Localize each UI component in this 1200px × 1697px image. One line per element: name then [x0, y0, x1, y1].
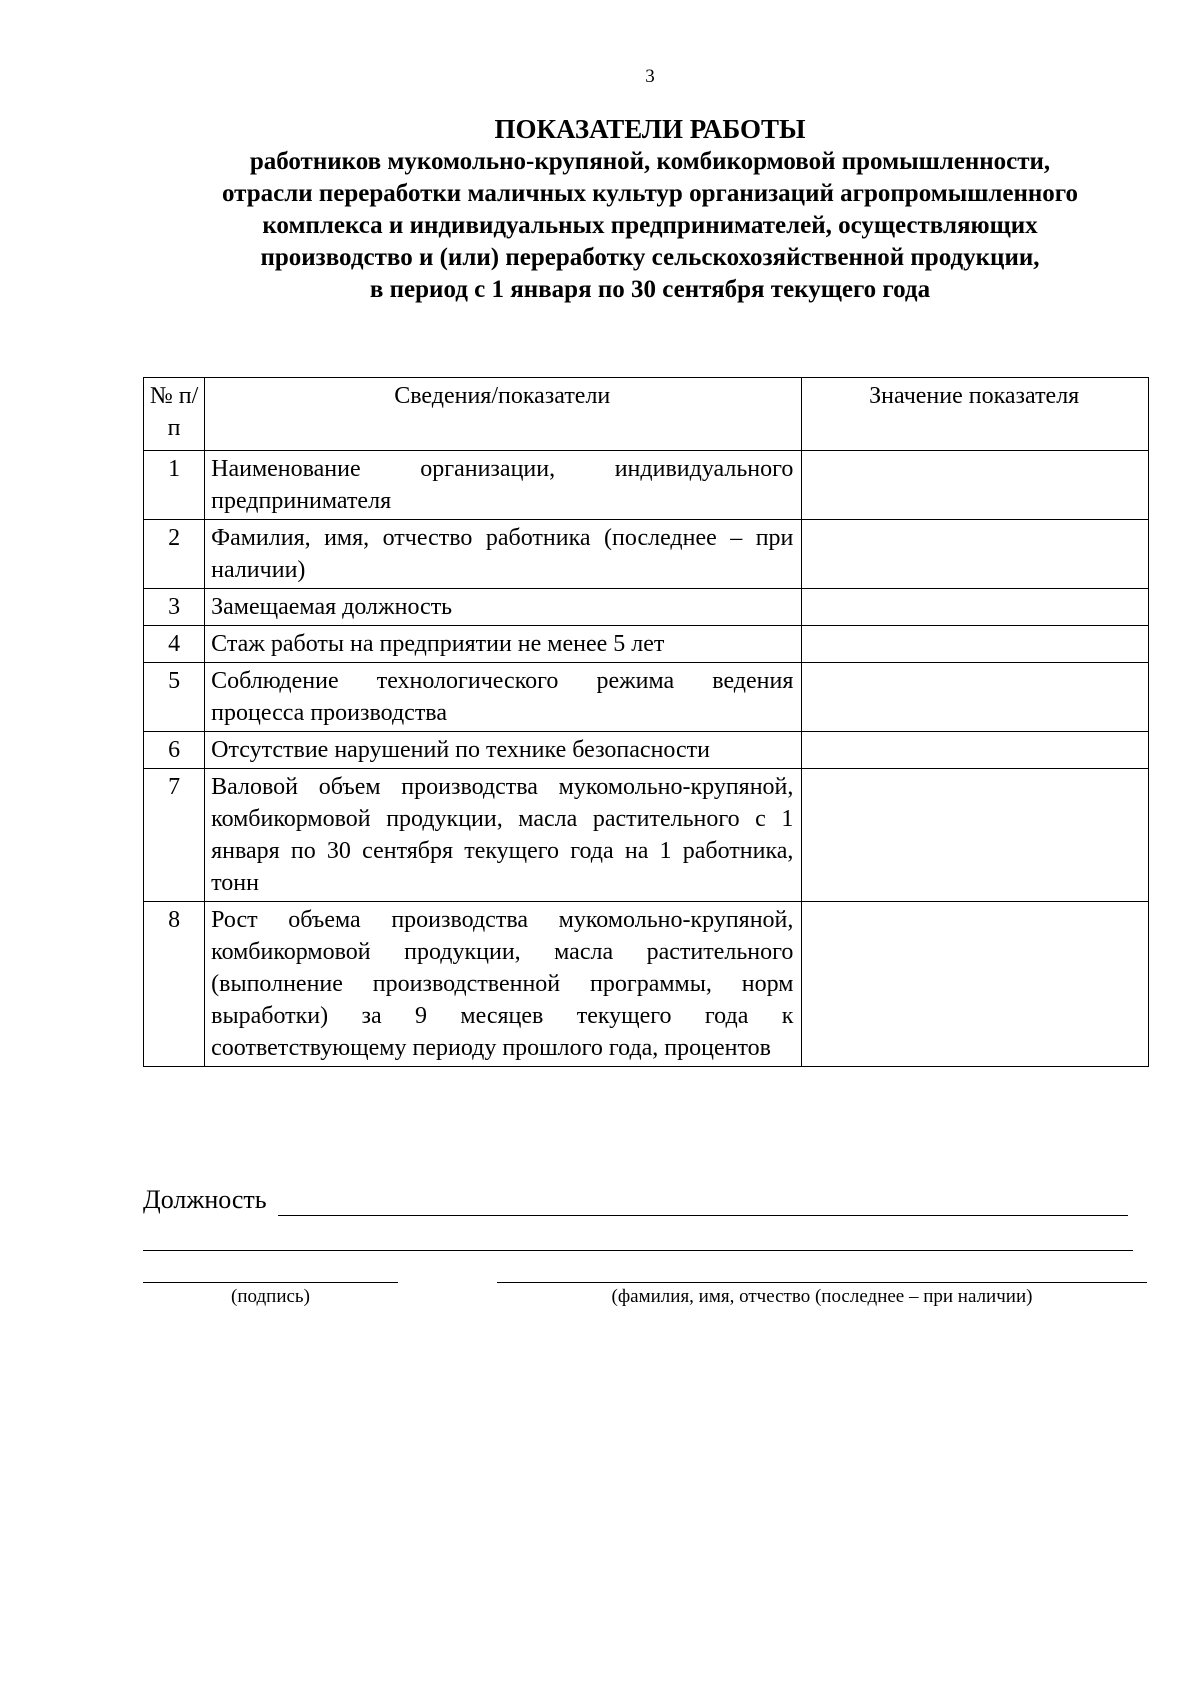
position-label: Должность: [143, 1185, 267, 1214]
row-description: Валовой объем производства мукомольно-крупяной, комбикормовой продукции, масла растительного с 1 января по 30 сентября текущего года на 1 работника, тонн: [205, 769, 802, 902]
document-title: ПОКАЗАТЕЛИ РАБОТЫ: [494, 114, 806, 144]
indicators-table: [143, 377, 1149, 1067]
header-description: Сведения/показатели: [205, 378, 802, 451]
table-row: [144, 902, 1149, 1067]
subtitle-line: работников мукомольно-крупяной, комбикормовой промышленности,: [249, 148, 1051, 175]
subtitle-line: в период с 1 января по 30 сентября текущего года: [369, 276, 931, 303]
row-value-cell[interactable]: [802, 902, 1149, 1067]
row-description: Замещаемая должность: [205, 589, 802, 626]
document-heading: [120, 112, 1180, 306]
table-header-row: [144, 378, 1149, 451]
table-row: [144, 520, 1149, 589]
subtitle-line: отрасли переработки маличных культур организаций агропромышленного: [221, 180, 1079, 207]
full-name-line[interactable]: [497, 1282, 1147, 1283]
row-description: Рост объема производства мукомольно-крупяной, комбикормовой продукции, масла растительного (выполнение производственной программы, норм выработки) за 9 месяцев текущего года к соответствующему периоду прошлого года, процентов: [205, 902, 802, 1067]
table-row: [144, 663, 1149, 732]
row-description: Отсутствие нарушений по технике безопасности: [205, 732, 802, 769]
signature-line[interactable]: [143, 1282, 398, 1283]
row-number: 3: [144, 589, 205, 626]
row-number: 5: [144, 663, 205, 732]
row-number: 2: [144, 520, 205, 589]
row-value-cell[interactable]: [802, 520, 1149, 589]
row-value-cell[interactable]: [802, 663, 1149, 732]
table-row: [144, 769, 1149, 902]
row-description: Стаж работы на предприятии не менее 5 лет: [205, 626, 802, 663]
row-number: 4: [144, 626, 205, 663]
subtitle-line: производство и (или) переработку сельскохозяйственной продукции,: [260, 244, 1040, 271]
row-description: Наименование организации, индивидуального предпринимателя: [205, 451, 802, 520]
table-row: [144, 626, 1149, 663]
row-value-cell[interactable]: [802, 732, 1149, 769]
row-value-cell[interactable]: [802, 769, 1149, 902]
position-continuation-line[interactable]: [143, 1250, 1133, 1251]
row-value-cell[interactable]: [802, 589, 1149, 626]
row-description: Фамилия, имя, отчество работника (последнее – при наличии): [205, 520, 802, 589]
position-input-line[interactable]: [278, 1215, 1128, 1216]
signature-caption: (подпись): [231, 1286, 310, 1307]
full-name-caption: (фамилия, имя, отчество (последнее – при наличии): [611, 1286, 1033, 1307]
row-value-cell[interactable]: [802, 626, 1149, 663]
table-row: [144, 732, 1149, 769]
row-number: 6: [144, 732, 205, 769]
row-number: 8: [144, 902, 205, 1067]
header-number: № п/п: [144, 378, 205, 451]
row-value-cell[interactable]: [802, 451, 1149, 520]
table-row: [144, 589, 1149, 626]
table-row: [144, 451, 1149, 520]
row-description: Соблюдение технологического режима ведения процесса производства: [205, 663, 802, 732]
subtitle-line: комплекса и индивидуальных предпринимателей, осуществляющих: [262, 212, 1038, 239]
page-number: 3: [645, 66, 655, 87]
header-value: Значение показателя: [802, 378, 1149, 451]
row-number: 1: [144, 451, 205, 520]
row-number: 7: [144, 769, 205, 902]
